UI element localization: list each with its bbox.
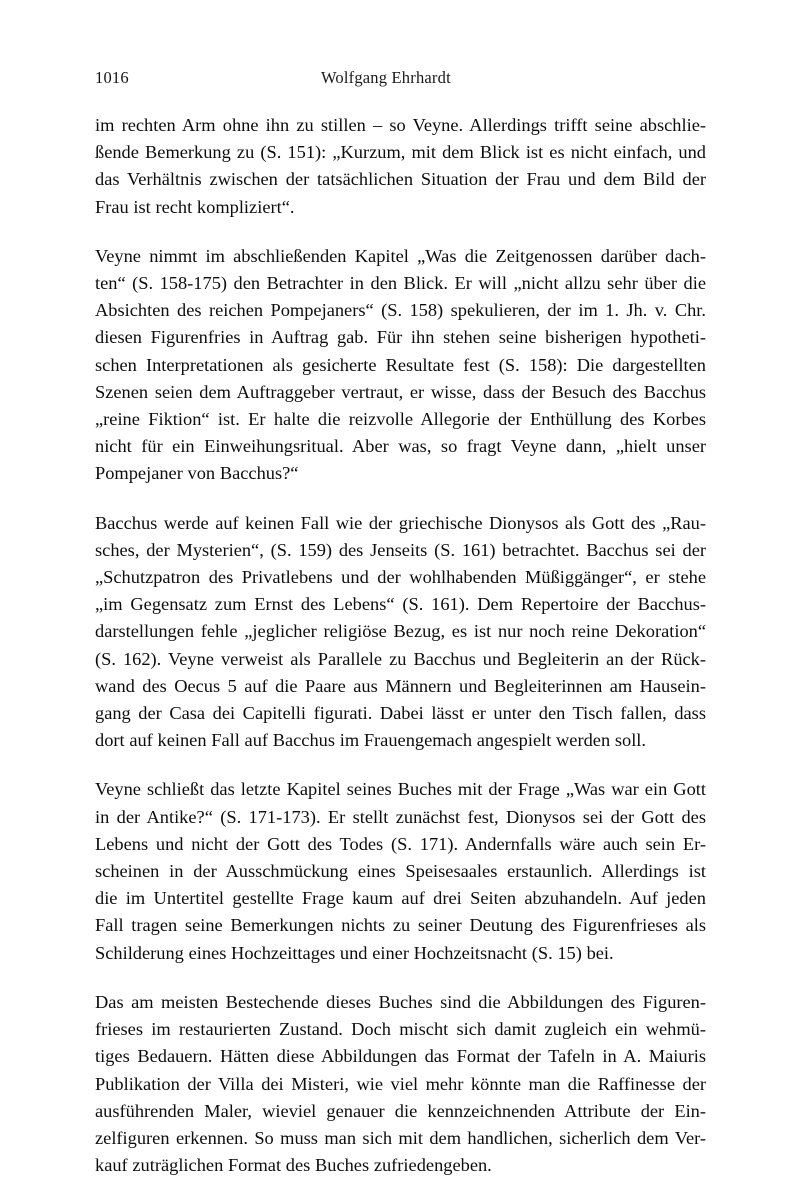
text-line: gang der Casa dei Capitelli figurati. Dabei lässt er unter den Tisch fallen, dass: [95, 703, 706, 724]
text-line: Lebens und nicht der Gott des Todes (S. 171). Andernfalls wäre auch sein Er-: [95, 833, 706, 854]
text-line: zelfiguren erkennen. So muss man sich mit dem handlichen, sicherlich dem Ver-: [95, 1127, 706, 1148]
text-line: ßende Bemerkung zu (S. 151): „Kurzum, mit dem Blick ist es nicht einfach, und: [95, 142, 706, 163]
text-line: sches, der Mysterien“, (S. 159) des Jenseits (S. 161) betrachtet. Bacchus sei der: [95, 539, 706, 560]
paragraph: [95, 510, 706, 755]
text-line: schen Interpretationen als gesicherte Resultate fest (S. 158): Die dargestellten: [95, 354, 706, 375]
text-line: im rechten Arm ohne ihn zu stillen – so Veyne. Allerdings trifft seine abschlie-: [95, 115, 706, 135]
text-line: Szenen seien dem Auftraggeber vertraut, er wisse, dass der Besuch des Bacchus: [95, 381, 706, 402]
text-line: ausführenden Maler, wieviel genauer die kennzeichnenden Attribute der Ein-: [95, 1100, 706, 1121]
text-line: Absichten des reichen Pompejaners“ (S. 158) spekulieren, der im 1. Jh. v. Chr.: [95, 300, 706, 321]
text-line: dort auf keinen Fall auf Bacchus im Frauengemach angespielt werden soll.: [95, 730, 647, 751]
text-line: Frau ist recht kompliziert“.: [95, 196, 295, 217]
running-head-title: Wolfgang Ehrhardt: [320, 68, 451, 87]
page-number: 1016: [95, 68, 129, 87]
text-line: „im Gegensatz zum Ernst des Lebens“ (S. 161). Dem Repertoire der Bacchus-: [95, 594, 706, 615]
text-line: nicht für ein Einweihungsritual. Aber was, so fragt Veyne dann, „hielt unser: [95, 436, 706, 457]
text-line: Schilderung eines Hochzeittages und einer Hochzeitsnacht (S. 15) bei.: [95, 942, 614, 963]
running-head: [95, 68, 705, 90]
text-line: scheinen in der Ausschmückung eines Speisesaales erstaunlich. Allerdings ist: [95, 861, 706, 882]
paragraph: [95, 989, 706, 1179]
text-line: Pompejaner von Bacchus?“: [95, 463, 299, 484]
body-text-block: [95, 112, 706, 1179]
text-line: darstellungen fehle „jeglicher religiöse Bezug, es ist nur noch reine Dekoration“: [95, 621, 706, 642]
text-line: ten“ (S. 158-175) den Betrachter in den Blick. Er will „nicht allzu sehr über die: [95, 273, 706, 294]
text-line: „reine Fiktion“ ist. Er halte die reizvolle Allegorie der Enthüllung des Korbes: [95, 409, 706, 430]
text-line: Veyne nimmt im abschließenden Kapitel „Was die Zeitgenossen darüber dach-: [95, 245, 706, 266]
text-line: tiges Bedauern. Hätten diese Abbildungen das Format der Tafeln in A. Maiuris: [95, 1046, 706, 1067]
text-line: Publikation der Villa dei Misteri, wie viel mehr könnte man die Raffinesse der: [95, 1073, 706, 1094]
paragraph: [95, 112, 706, 221]
text-line: wand des Oecus 5 auf die Paare aus Männern und Begleiterinnen am Hausein-: [95, 675, 706, 696]
text-line: frieses im restaurierten Zustand. Doch mischt sich damit zugleich ein wehmü-: [95, 1019, 706, 1040]
text-line: kauf zuträglichen Format des Buches zufriedengeben.: [95, 1155, 492, 1176]
text-line: in der Antike?“ (S. 171-173). Er stellt zunächst fest, Dionysos sei der Gott des: [95, 806, 706, 827]
text-line: Veyne schließt das letzte Kapitel seines Buches mit der Frage „Was war ein Gott: [95, 779, 706, 800]
paragraph: [95, 776, 706, 966]
text-line: diesen Figurenfries in Auftrag gab. Für ihn stehen seine bisherigen hypotheti-: [95, 327, 706, 348]
text-line: Bacchus werde auf keinen Fall wie der griechische Dionysos als Gott des „Rau-: [95, 512, 706, 533]
text-line: „Schutzpatron des Privatlebens und der wohlhabenden Müßiggänger“, er stehe: [95, 567, 706, 588]
text-line: das Verhältnis zwischen der tatsächlichen Situation der Frau und dem Bild der: [95, 169, 706, 190]
text-line: die im Untertitel gestellte Frage kaum auf drei Seiten abzuhandeln. Auf jeden: [95, 888, 706, 909]
paragraph: [95, 243, 706, 488]
text-line: (S. 162). Veyne verweist als Parallele zu Bacchus und Begleiterin an der Rück-: [95, 648, 706, 669]
text-line: Das am meisten Bestechende dieses Buches sind die Abbildungen des Figuren-: [95, 991, 706, 1012]
text-line: Fall tragen seine Bemerkungen nichts zu seiner Deutung des Figurenfrieses als: [95, 915, 706, 936]
